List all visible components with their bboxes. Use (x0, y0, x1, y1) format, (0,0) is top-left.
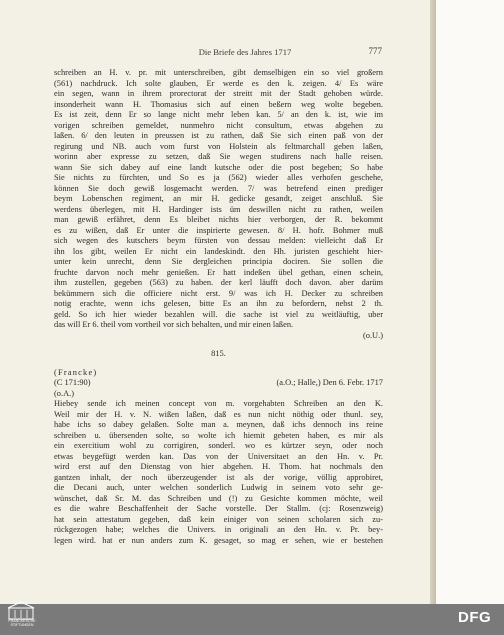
letter-number: 815. (211, 349, 226, 358)
text-line: wünschet, daß Sr. M. das Schreiben und (!) zu Gesichte kommen möchte, weil (54, 493, 383, 503)
text-line: habe ichs so dabey gelaßen. Solte man a. meynen, daß ichs dennoch ins reine (54, 420, 383, 429)
text-line: gantzen inhalt, der noch überzeugender ist als der vorige, völlig approbiret, (54, 472, 383, 482)
text-line: hat sein attestatum gegeben, daß kein einiger von seinen scholaren sich zu- (54, 514, 383, 524)
text-line: vorigen schreiben gemeldet, nunmehro nicht consultum, etwas abgehen zu (54, 120, 383, 130)
text-line: worinn aber expresse zu setzen, daß Sie wegen studirens nach halle reisen. (54, 152, 383, 161)
text-line: es die wahre Beschaffenheit der Sache vorstelle. Der Stallm. (cj: Rosenzweig) (54, 504, 383, 513)
text-line: wann Sie sich dabey auf eine landt kutsche oder die post begeben; So habe (54, 162, 383, 172)
text-line: Sie nichts zu fürchten, und So es ja (562) wieder alles verhofen geschehe, (54, 173, 383, 182)
text-line: es zu wißen, daß Er unter die inspirierte gewesen. 8/ H. hofr. Bohmer muß (54, 225, 383, 235)
dfg-logo: DFG (458, 609, 492, 626)
sender: (Francke) (54, 367, 98, 377)
archive-reference: (C 171:90) (54, 378, 91, 387)
text-line: man gewiß erfähret, denn Es bleibet nichts hier verborgen, der R. bekommt (54, 215, 383, 224)
text-line: ihn los gibt, weilen Er nicht ein landeskindt. den Hh. juristen geschieht hier- (54, 246, 383, 256)
text-line: laßen. 6/ den leuten in preussen ist zu rathen, daß Sie sich einen paß von der (54, 131, 383, 140)
text-line: ihm zustellen, gegeben (563) zu haben. der kerl läufft doch davon. aber darüm (54, 278, 383, 287)
text-line: rückgezogen habe; welches die Univers. in originali an den Hn. v. Pr. bey- (54, 525, 383, 534)
page-number: 777 (368, 46, 382, 56)
text-line: ein exercitium wohl zu corrigiren, sonderl. wo es kürtzer seyn, oder noch (54, 441, 383, 450)
text-line: wird erst auf den Dienstag von hier abgehen. H. Thom. hat nochmals den (54, 462, 383, 471)
text-line: Es ist zeit, denn Er so lange nicht mehr leben kan. 5/ an den k. ist, wie im (54, 110, 383, 119)
text-line: legen wird. hat er nun anders zum K. gesaget, so mag er sehen, wie er bestehen (54, 535, 383, 545)
text-line: können Sie doch gewiß losgemacht werden. 7/ was betrefend einen prediger (54, 183, 383, 193)
text-line: schreiben u. übersenden solte, so wolte ich hiemit gebeten haben, es mir als (54, 430, 383, 440)
text-line: schreiben an H. v. pr. mit unterschreiben, gibt demselbigen ein so viel großern (54, 68, 383, 77)
text-line: werdens überlegen, mit H. Hardinger ists üm deswillen nicht zu rathen, weilen (54, 204, 383, 214)
place-date: (a.O.; Halle,) Den 6. Febr. 1717 (276, 378, 383, 387)
text-line: geld. So ich hier wieder bezahlen will. die sache ist viel zu weitläuftig, uber (54, 309, 383, 319)
text-line: die Decani auch, unter welchen sonderlich Ludwig in seinem voto sehr ge- (54, 483, 383, 492)
text-line: sich wegen des kutschers beym fürsten von dessau melden: vielleicht daß Er (54, 236, 383, 245)
library-label-line-2: STIFTUNGEN (10, 623, 34, 627)
library-label (4, 619, 40, 627)
letter-reference (54, 378, 383, 389)
footer-bar (0, 604, 504, 635)
text-line: bekümmern sich die officiere nicht erst. 9/ was ich H. Decker zu schreiben (54, 288, 383, 298)
text-line: beym Lobenschen regiment, an mir H. gedicke gesandt, zeiget anschluß. Sie (54, 194, 383, 203)
text-block (54, 68, 383, 546)
address-note: (o.A.) (54, 388, 75, 398)
text-line: (561) nachdruck. Ich solte glauben, Er werde es den k. zeigen. 4/ Es wäre (54, 78, 383, 88)
text-line: Hiebey sende ich meinen concept von m. vorgehabten Schreiben an den K. (54, 399, 383, 408)
building-icon (5, 600, 37, 620)
letter-814-body (54, 68, 383, 331)
text-line: unter kein unrecht, denn Sie dergleichen principia dociren. Sie sollen die (54, 257, 383, 266)
text-line: etwas beygefügt werden kan. Das von der Universitaet an den Hn. v. Pr. (54, 451, 383, 461)
page-margin-right (436, 0, 504, 604)
text-line: insonderheit wann H. Thomasius sich auf einen beßern weg wolte begeben. (54, 99, 383, 109)
text-line: das will Er 6. theil vom vortheil vor sich behalten, und mir einen laßen. (54, 320, 294, 329)
running-head: Die Briefe des Jahres 1717 (198, 47, 292, 57)
letter-815-body (54, 399, 383, 546)
text-line: Weil mir der H. v. N. wißen laßen, daß es nun nicht nöthig oder thunl. sey, (54, 409, 383, 419)
signoff: (o.U.) (362, 330, 383, 340)
text-line: notig erachte, wenn ichs gelesen, bitte Es an ihn zu befordern, nebst 2 th. (54, 299, 383, 308)
library-label-line-1: FRANCKESCHE (8, 619, 36, 623)
text-line: fruchte darvon noch mehr genießen. Er hatt indeßen übel gethan, einen schein, (54, 267, 383, 277)
text-line: regirung und NB. auch vom furst von Holstein als feltmarchall geben laßen, (54, 141, 383, 151)
text-line: ein segen, wann in ihrem prorectorat der streitt mit der Stadt gehoben würde. (54, 89, 383, 98)
